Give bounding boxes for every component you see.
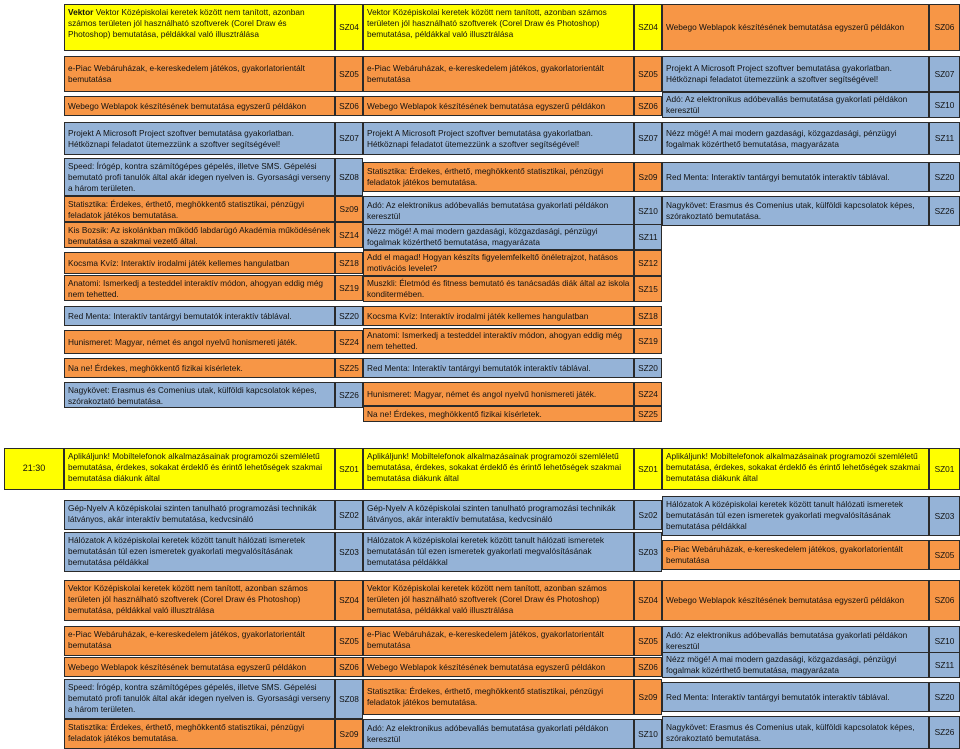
code-label: SZ08 (339, 693, 359, 704)
cell-kisbozsik (64, 222, 335, 248)
code-label: SZ05 (638, 635, 658, 646)
code-cell (634, 162, 662, 192)
cell-redmenta (363, 358, 634, 378)
code-label: SZ06 (638, 100, 658, 111)
code-label: SZ01 (638, 463, 658, 474)
text-anatomi: Anatomi: Ismerkedj a testeddel interaktív módon, ahogyan eddig még nem tehetted. (367, 330, 623, 351)
text-aplikaljunk: Aplikáljunk! Mobiltelefonok alkalmazásainak programozói szemléletű bemutatása, érdekes, sokakat érdeklő és érintő lehetőségek szakmai bemutatása diákunk által (68, 451, 323, 483)
code-cell (929, 448, 960, 490)
code-label: SZ04 (339, 22, 359, 33)
text-ado: Adó: Az elektronikus adóbevallás bemutatása gyakorlati példákon keresztül (666, 630, 908, 651)
text-statisztika: Statisztika: Érdekes, érthető, meghökkentő statisztikai, pénzügyi feladatok játékos bemutatása. (68, 722, 305, 743)
cell-ado (363, 719, 634, 749)
code-label: SZ05 (638, 68, 658, 79)
cell-statisztika (64, 719, 335, 749)
code-cell (634, 122, 662, 155)
code-cell (335, 358, 363, 378)
code-cell (634, 56, 662, 92)
cell-halozatok (64, 532, 335, 572)
code-cell (929, 496, 960, 536)
cell-speed (64, 679, 335, 719)
code-label: SZ05 (934, 549, 955, 560)
code-label: SZ19 (638, 335, 658, 346)
text-nane: Na ne! Érdekes, meghökkentő fizikai kísérletek. (68, 362, 243, 373)
code-cell (634, 626, 662, 656)
text-nezz: Nézz mögé! A mai modern gazdasági, közgazdasági, pénzügyi fogalmak közérthető bemutatása, magyarázata (666, 127, 897, 149)
code-label: SZ11 (934, 659, 955, 670)
code-label: SZ04 (638, 22, 658, 33)
cell-projekt (662, 56, 929, 92)
text-ado: Adó: Az elektronikus adóbevallás bemutatása gyakorlati példákon keresztül (367, 723, 609, 744)
text-statisztika: Statisztika: Érdekes, érthető, meghökkentő statisztikai, pénzügyi feladatok játékos bemutatása. (367, 166, 604, 187)
text-aplikaljunk: Aplikáljunk! Mobiltelefonok alkalmazásainak programozói szemléletű bemutatása, érdekes, sokakat érdeklő és érintő lehetőségek szakmai bemutatása diákunk által (367, 451, 622, 483)
code-cell (929, 162, 960, 192)
text-statisztika: Statisztika: Érdekes, érthető, meghökkentő statisztikai, pénzügyi feladatok játékos bemutatása. (68, 199, 305, 220)
text-projekt: Projekt A Microsoft Project szoftver bemutatása gyakorlatban. Hétköznapi feladatot ütemezzünk a szoftver segítségével! (666, 63, 892, 84)
text-redmenta: Red Menta: Interaktív tantárgyi bemutatók interaktív táblával. (68, 310, 292, 321)
cell-webego (662, 580, 929, 621)
cell-projekt (64, 122, 335, 155)
code-label: Sz09 (339, 203, 359, 214)
code-label: SZ19 (339, 282, 359, 293)
code-cell (929, 540, 960, 570)
cell-epiac (363, 56, 634, 92)
code-label: SZ15 (638, 283, 658, 294)
code-cell (929, 580, 960, 621)
code-label: Sz09 (638, 171, 658, 182)
code-cell (335, 4, 363, 51)
text-nagykovet: Nagykövet: Erasmus és Comenius utak, külföldi kapcsolatok képes, szórakoztató bemutatása. (666, 200, 915, 221)
code-cell (335, 196, 363, 222)
code-cell (634, 196, 662, 226)
code-label: SZ07 (638, 133, 658, 144)
text-nagykovet: Nagykövet: Erasmus és Comenius utak, külföldi kapcsolatok képes, szórakoztató bemutatása. (68, 385, 317, 406)
text-webego: Webego Weblapok készítésének bemutatása egyszerű példákon (68, 661, 307, 672)
cell-addel (363, 250, 634, 276)
code-cell (929, 92, 960, 118)
code-cell (335, 657, 363, 677)
cell-ado (363, 196, 634, 226)
code-label: SZ10 (934, 99, 955, 110)
text-hunismeret: Hunismeret: Magyar, német és angol nyelvű honismereti játék. (68, 336, 298, 347)
code-cell (929, 122, 960, 155)
cell-aplikaljunk (363, 448, 634, 490)
code-label: SZ18 (638, 310, 658, 321)
cell-projekt (363, 122, 634, 155)
cell-kocsma (64, 252, 335, 274)
code-label: SZ14 (339, 229, 359, 240)
code-label: SZ04 (638, 595, 658, 606)
text-redmenta: Red Menta: Interaktív tantárgyi bemutatók interaktív táblával. (666, 691, 890, 702)
code-cell (634, 306, 662, 326)
text-ado: Adó: Az elektronikus adóbevallás bemutatása gyakorlati példákon keresztül (367, 200, 609, 221)
cell-nagykovet (64, 382, 335, 408)
cell-epiac (64, 56, 335, 92)
text-gepnyelv: Gép-Nyelv A középiskolai szinten tanulható programozási technikák látványos, akár interaktív bemutatása, kedvcsináló (367, 503, 616, 524)
code-cell (634, 406, 662, 422)
text-redmenta: Red Menta: Interaktív tantárgyi bemutatók interaktív táblával. (666, 171, 890, 182)
text-gepnyelv: Gép-Nyelv A középiskolai szinten tanulható programozási technikák látványos, akár interaktív bemutatása, kedvcsináló (68, 503, 317, 524)
code-label: SZ10 (638, 728, 658, 739)
code-cell (634, 328, 662, 354)
cell-anatomi (64, 275, 335, 301)
code-label: SZ20 (934, 691, 955, 702)
text-statisztika: Statisztika: Érdekes, érthető, meghökkentő statisztikai, pénzügyi feladatok játékos bemutatása. (367, 686, 604, 707)
cell-kocsma (363, 306, 634, 326)
code-label: SZ26 (934, 205, 955, 216)
cell-redmenta (662, 682, 929, 712)
code-label: SZ07 (934, 68, 955, 79)
text-epiac: e-Piac Webáruházak, e-kereskedelem játékos, gyakorlatorientált bemutatása (367, 629, 604, 650)
text-speed: Speed: Írógép, kontra számítógépes gépelés, illetve SMS. Gépelési bemutató profi tanulók által akár idegen nyelven is. Gyorsasági verseny a három területen. (68, 161, 331, 193)
code-label: SZ06 (934, 595, 955, 606)
code-cell (634, 448, 662, 490)
code-cell (335, 275, 363, 301)
code-label: SZ06 (638, 661, 658, 672)
cell-hunismeret (363, 382, 634, 406)
cell-speed (64, 158, 335, 196)
code-label: Sz09 (339, 728, 359, 739)
text-webego: Webego Weblapok készítésének bemutatása egyszerű példákon (68, 100, 307, 111)
text-kisbozsik: Kis Bozsik: Az iskolánkban működő labdarúgó Akadémia működésének bemutatása a szakmai vezető által. (68, 225, 330, 246)
code-cell (929, 652, 960, 678)
code-label: SZ06 (339, 661, 359, 672)
cell-epiac (662, 540, 929, 570)
code-cell (335, 580, 363, 621)
code-label: SZ01 (934, 463, 955, 474)
code-label: SZ18 (339, 257, 359, 268)
code-cell (634, 224, 662, 250)
code-label: SZ26 (339, 389, 359, 400)
text-nagykovet: Nagykövet: Erasmus és Comenius utak, külföldi kapcsolatok képes, szórakoztató bemutatása. (666, 721, 915, 743)
cell-nane (363, 406, 634, 422)
text-halozatok: Hálózatok A középiskolai keretek között tanult hálózati ismeretek bemutatásán túl ezen ismeretek gyakorlati megvalósításának bemutatása példákkal (68, 535, 306, 567)
cell-nagykovet (662, 196, 929, 226)
text-nezz: Nézz mögé! A mai modern gazdasági, közgazdasági, pénzügyi fogalmak közérthető bemutatása, magyarázata (666, 654, 897, 675)
text-vektor: Vektor Középiskolai keretek között nem tanított, azonban számos területen jól használható szoftverek (Corel Draw és Photoshop) bemutatása, példákkal való illusztrálása (367, 583, 607, 615)
text-addel: Add el magad! Hogyan készíts figyelemfelkeltő önéletrajzot, hatásos motivációs levelet? (367, 252, 618, 273)
code-cell (335, 96, 363, 116)
text-kocsma: Kocsma Kvíz: Interaktív irodalmi játék kellemes hangulatban (68, 257, 290, 268)
text-kocsma: Kocsma Kvíz: Interaktív irodalmi játék kellemes hangulatban (367, 310, 589, 321)
text-webego: Webego Weblapok készítésének bemutatása egyszerű példákon (367, 100, 606, 111)
code-label: SZ25 (638, 408, 658, 419)
code-label: Sz02 (638, 509, 658, 520)
text-projekt: Projekt A Microsoft Project szoftver bemutatása gyakorlatban. Hétköznapi feladatot ütemezzünk a szoftver segítségével! (367, 127, 593, 149)
cell-epiac (64, 626, 335, 656)
cell-nezz (662, 122, 929, 155)
code-cell (335, 330, 363, 354)
code-label: SZ20 (339, 310, 359, 321)
code-label: SZ03 (339, 546, 359, 557)
text-projekt: Projekt A Microsoft Project szoftver bemutatása gyakorlatban. Hétköznapi feladatot ütemezzünk a szoftver segítségével! (68, 127, 294, 149)
text-nane: Na ne! Érdekes, meghökkentő fizikai kísérletek. (367, 408, 542, 419)
text-nezz: Nézz mögé! A mai modern gazdasági, közgazdasági, pénzügyi fogalmak közérthető bemutatása, magyarázata (367, 226, 598, 247)
text-vektor: Vektor Középiskolai keretek között nem tanított, azonban számos területen jól használható szoftverek (Corel Draw és Photoshop) bemutatása, példákkal való illusztrálása (68, 7, 305, 39)
time-slot (4, 448, 64, 490)
code-cell (335, 500, 363, 530)
code-cell (929, 196, 960, 226)
code-cell (634, 657, 662, 677)
code-cell (335, 532, 363, 572)
code-cell (929, 682, 960, 712)
text-muszkli: Muszkli: Életmód és fitness bemutató és tanácsadás diák által az iskola konditermében. (367, 278, 630, 299)
code-cell (335, 626, 363, 656)
code-label: SZ01 (339, 463, 359, 474)
text-speed: Speed: Írógép, kontra számítógépes gépelés, illetve SMS. Gépelési bemutató profi tanulók által akár idegen nyelven is. Gyorsasági verseny a három területen. (68, 682, 331, 714)
text-vektor: Vektor Középiskolai keretek között nem tanított, azonban számos területen jól használható szoftverek (Corel Draw és Photoshop) bemutatása, példákkal való illusztrálása (367, 7, 607, 39)
cell-hunismeret (64, 330, 335, 354)
code-label: SZ12 (638, 257, 658, 268)
text-redmenta: Red Menta: Interaktív tantárgyi bemutatók interaktív táblával. (367, 362, 591, 373)
cell-gepnyelv (363, 500, 634, 530)
code-cell (929, 716, 960, 749)
cell-statisztika (64, 196, 335, 222)
code-cell (634, 4, 662, 51)
text-epiac: e-Piac Webáruházak, e-kereskedelem játékos, gyakorlatorientált bemutatása (367, 63, 604, 84)
code-cell (335, 56, 363, 92)
cell-statisztika (363, 162, 634, 192)
code-label: SZ06 (934, 22, 955, 33)
code-cell (335, 252, 363, 274)
cell-statisztika (363, 679, 634, 715)
code-cell (634, 719, 662, 749)
cell-anatomi (363, 328, 634, 354)
code-label: SZ24 (638, 388, 658, 399)
code-cell (634, 679, 662, 715)
cell-webego (363, 96, 634, 116)
code-cell (335, 382, 363, 408)
cell-gepnyelv (64, 500, 335, 530)
cell-webego (64, 657, 335, 677)
cell-nezz (662, 652, 929, 678)
code-label: SZ26 (934, 727, 955, 738)
code-label: SZ05 (339, 635, 359, 646)
code-label: SZ10 (934, 635, 955, 646)
code-cell (634, 382, 662, 406)
cell-halozatok (363, 532, 634, 572)
cell-redmenta (64, 306, 335, 326)
text-epiac: e-Piac Webáruházak, e-kereskedelem játékos, gyakorlatorientált bemutatása (68, 63, 305, 84)
code-cell (929, 4, 960, 51)
text-epiac: e-Piac Webáruházak, e-kereskedelem játékos, gyakorlatorientált bemutatása (666, 544, 903, 565)
cell-vektor (363, 580, 634, 621)
cell-webego (363, 657, 634, 677)
code-cell (335, 158, 363, 196)
code-cell (634, 250, 662, 276)
code-label: SZ07 (339, 133, 359, 144)
cell-nezz (363, 224, 634, 250)
cell-vektor (64, 4, 335, 51)
time-label: 21:30 (22, 463, 46, 474)
code-cell (335, 679, 363, 719)
cell-webego (662, 4, 929, 51)
text-vektor: Vektor Középiskolai keretek között nem tanított, azonban számos területen jól használható szoftverek (Corel Draw és Photoshop) bemutatása, példákkal való illusztrálása (68, 583, 308, 615)
text-halozatok: Hálózatok A középiskolai keretek között tanult hálózati ismeretek bemutatásán túl ezen ismeretek gyakorlati megvalósításának bemutatása példákkal (367, 535, 605, 567)
code-cell (634, 500, 662, 530)
text-aplikaljunk: Aplikáljunk! Mobiltelefonok alkalmazásainak programozói szemléletű bemutatása, érdekes, sokakat érdeklő és érintő lehetőségek szakmai bemutatása diákunk által (666, 451, 921, 483)
code-label: SZ04 (339, 595, 359, 606)
code-cell (634, 532, 662, 572)
code-label: SZ10 (638, 205, 658, 216)
code-cell (335, 448, 363, 490)
code-cell (335, 306, 363, 326)
text-ado: Adó: Az elektronikus adóbevallás bemutatása gyakorlati példákon keresztül (666, 94, 908, 115)
cell-epiac (363, 626, 634, 656)
code-cell (634, 358, 662, 378)
code-cell (335, 222, 363, 248)
cell-halozatok (662, 496, 929, 536)
code-label: SZ11 (638, 231, 658, 242)
code-label: SZ08 (339, 171, 359, 182)
text-webego: Webego Weblapok készítésének bemutatása egyszerű példákon (666, 595, 905, 606)
cell-muszkli (363, 276, 634, 302)
code-label: SZ20 (934, 171, 955, 182)
text-anatomi: Anatomi: Ismerkedj a testeddel interaktív módon, ahogyan eddig még nem tehetted. (68, 278, 324, 299)
title-vektor: Vektor (68, 7, 94, 17)
text-hunismeret: Hunismeret: Magyar, német és angol nyelvű honismereti játék. (367, 388, 597, 399)
code-label: SZ20 (638, 362, 658, 373)
cell-vektor (64, 580, 335, 621)
code-label: Sz09 (638, 691, 658, 702)
text-webego: Webego Weblapok készítésének bemutatása egyszerű példákon (666, 22, 905, 33)
text-epiac: e-Piac Webáruházak, e-kereskedelem játékos, gyakorlatorientált bemutatása (68, 629, 305, 650)
cell-aplikaljunk (64, 448, 335, 490)
cell-nagykovet (662, 716, 929, 749)
code-cell (634, 96, 662, 116)
code-label: SZ03 (638, 546, 658, 557)
code-cell (335, 719, 363, 749)
text-halozatok: Hálózatok A középiskolai keretek között tanult hálózati ismeretek bemutatásán túl ezen ismeretek gyakorlati megvalósításának bemutatása példákkal (666, 499, 904, 531)
cell-vektor (363, 4, 634, 51)
code-label: SZ25 (339, 362, 359, 373)
code-label: SZ24 (339, 336, 359, 347)
code-cell (929, 56, 960, 92)
code-label: SZ05 (339, 68, 359, 79)
code-cell (335, 122, 363, 155)
code-label: SZ03 (934, 510, 955, 521)
text-webego: Webego Weblapok készítésének bemutatása egyszerű példákon (367, 661, 606, 672)
cell-webego (64, 96, 335, 116)
code-label: SZ11 (934, 133, 955, 144)
code-label: SZ06 (339, 100, 359, 111)
cell-nane (64, 358, 335, 378)
cell-redmenta (662, 162, 929, 192)
code-cell (634, 580, 662, 621)
code-cell (634, 276, 662, 302)
code-label: SZ02 (339, 509, 359, 520)
cell-aplikaljunk (662, 448, 929, 490)
cell-ado (662, 92, 929, 118)
